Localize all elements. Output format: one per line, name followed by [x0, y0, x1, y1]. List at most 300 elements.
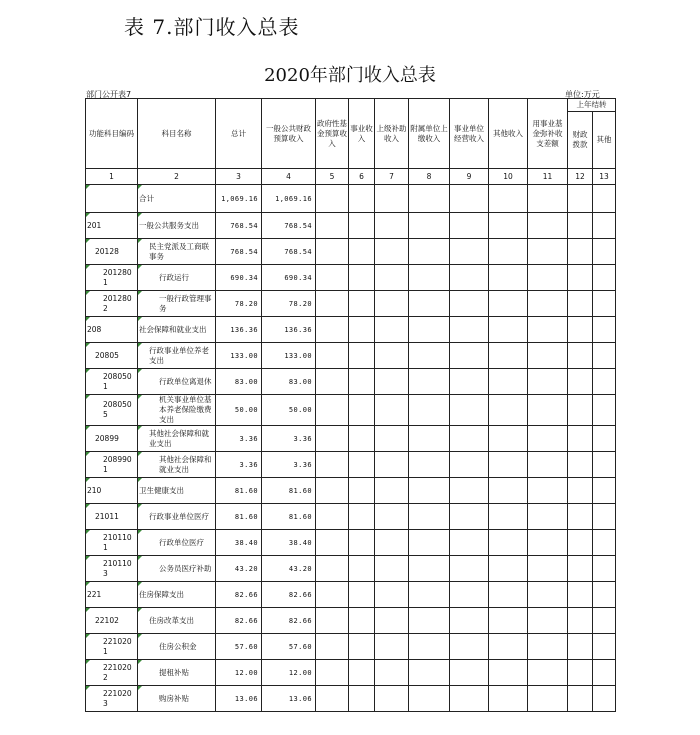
row-code [86, 185, 138, 213]
row-code: 20899 [86, 426, 138, 452]
empty-cell [489, 265, 528, 291]
empty-cell [450, 291, 489, 317]
column-number: 10 [489, 169, 528, 185]
table-row [86, 452, 616, 478]
empty-cell [375, 265, 409, 291]
row-general-budget: 43.20 [262, 556, 316, 582]
document-heading: 表 7.部门收入总表 [124, 15, 300, 39]
row-name: 机关事业单位基本养老保险缴费支出 [138, 395, 216, 426]
empty-cell [375, 369, 409, 395]
empty-cell [409, 239, 450, 265]
empty-cell [593, 239, 616, 265]
column-number: 13 [593, 169, 616, 185]
row-total: 3.36 [216, 452, 262, 478]
empty-cell [316, 343, 349, 369]
row-total: 81.60 [216, 478, 262, 504]
empty-cell [316, 608, 349, 634]
empty-cell [593, 185, 616, 213]
row-code: 2080505 [86, 395, 138, 426]
row-general-budget: 136.36 [262, 317, 316, 343]
empty-cell [316, 395, 349, 426]
row-code: 2101103 [86, 556, 138, 582]
empty-cell [489, 530, 528, 556]
income-summary-table [85, 98, 616, 712]
empty-cell [489, 213, 528, 239]
empty-cell [489, 185, 528, 213]
row-total: 690.34 [216, 265, 262, 291]
empty-cell [316, 530, 349, 556]
row-general-budget: 1,069.16 [262, 185, 316, 213]
empty-cell [316, 634, 349, 660]
table-row [86, 317, 616, 343]
empty-cell [409, 291, 450, 317]
empty-cell [489, 660, 528, 686]
unit-label: 单位:万元 [565, 90, 600, 99]
column-number: 6 [349, 169, 375, 185]
empty-cell [409, 582, 450, 608]
empty-cell [316, 317, 349, 343]
table-row [86, 660, 616, 686]
header-general-budget: 一般公共财政预算收入 [262, 99, 316, 169]
empty-cell [409, 369, 450, 395]
empty-cell [349, 530, 375, 556]
table-row [86, 343, 616, 369]
empty-cell [528, 343, 568, 369]
empty-cell [375, 530, 409, 556]
empty-cell [316, 660, 349, 686]
empty-cell [349, 686, 375, 712]
row-total: 768.54 [216, 213, 262, 239]
row-general-budget: 12.00 [262, 660, 316, 686]
row-total: 768.54 [216, 239, 262, 265]
row-general-budget: 3.36 [262, 426, 316, 452]
empty-cell [568, 426, 593, 452]
table-row [86, 291, 616, 317]
empty-cell [568, 634, 593, 660]
row-general-budget: 57.60 [262, 634, 316, 660]
empty-cell [375, 504, 409, 530]
empty-cell [593, 291, 616, 317]
header-fund-subsidy: 用事业基金弥补收支差额 [528, 99, 568, 169]
table-body [86, 185, 616, 712]
empty-cell [528, 426, 568, 452]
empty-cell [489, 608, 528, 634]
empty-cell [593, 452, 616, 478]
empty-cell [316, 556, 349, 582]
empty-cell [568, 582, 593, 608]
empty-cell [316, 478, 349, 504]
row-code: 2089901 [86, 452, 138, 478]
row-general-budget: 81.60 [262, 478, 316, 504]
empty-cell [375, 582, 409, 608]
empty-cell [489, 317, 528, 343]
empty-cell [450, 395, 489, 426]
empty-cell [593, 265, 616, 291]
row-code: 2210203 [86, 686, 138, 712]
table-row [86, 686, 616, 712]
header-business: 事业收入 [349, 99, 375, 169]
empty-cell [375, 239, 409, 265]
empty-cell [450, 265, 489, 291]
table-row [86, 478, 616, 504]
empty-cell [568, 213, 593, 239]
row-total: 12.00 [216, 660, 262, 686]
empty-cell [568, 504, 593, 530]
row-name: 住房公积金 [138, 634, 216, 660]
table-code: 部门公开表7 [86, 90, 132, 99]
table-title: 2020年部门收入总表 [264, 65, 436, 86]
row-general-budget: 768.54 [262, 239, 316, 265]
table-row [86, 185, 616, 213]
row-name: 行政单位离退休 [138, 369, 216, 395]
row-code: 2012802 [86, 291, 138, 317]
row-total: 78.20 [216, 291, 262, 317]
empty-cell [450, 317, 489, 343]
empty-cell [528, 452, 568, 478]
row-code: 208 [86, 317, 138, 343]
empty-cell [409, 317, 450, 343]
empty-cell [528, 291, 568, 317]
empty-cell [528, 660, 568, 686]
row-code: 221 [86, 582, 138, 608]
row-general-budget: 768.54 [262, 213, 316, 239]
row-name: 民主党派及工商联事务 [138, 239, 216, 265]
row-general-budget: 3.36 [262, 452, 316, 478]
empty-cell [450, 556, 489, 582]
empty-cell [349, 291, 375, 317]
row-name: 其他社会保障和就业支出 [138, 426, 216, 452]
empty-cell [568, 343, 593, 369]
empty-cell [528, 530, 568, 556]
row-total: 38.40 [216, 530, 262, 556]
empty-cell [375, 343, 409, 369]
empty-cell [349, 452, 375, 478]
row-general-budget: 38.40 [262, 530, 316, 556]
row-name: 购房补贴 [138, 686, 216, 712]
row-name: 住房保障支出 [138, 582, 216, 608]
empty-cell [489, 239, 528, 265]
empty-cell [375, 452, 409, 478]
empty-cell [375, 686, 409, 712]
row-code: 2210202 [86, 660, 138, 686]
empty-cell [528, 185, 568, 213]
row-name: 卫生健康支出 [138, 478, 216, 504]
empty-cell [450, 239, 489, 265]
empty-cell [593, 582, 616, 608]
empty-cell [568, 452, 593, 478]
empty-cell [489, 686, 528, 712]
empty-cell [528, 239, 568, 265]
row-name: 住房改革支出 [138, 608, 216, 634]
empty-cell [409, 608, 450, 634]
empty-cell [316, 213, 349, 239]
empty-cell [489, 291, 528, 317]
row-name: 行政单位医疗 [138, 530, 216, 556]
column-number: 3 [216, 169, 262, 185]
row-general-budget: 50.00 [262, 395, 316, 426]
empty-cell [593, 317, 616, 343]
empty-cell [409, 452, 450, 478]
empty-cell [349, 582, 375, 608]
empty-cell [568, 660, 593, 686]
empty-cell [489, 426, 528, 452]
empty-cell [528, 317, 568, 343]
empty-cell [593, 660, 616, 686]
empty-cell [450, 608, 489, 634]
empty-cell [349, 608, 375, 634]
empty-cell [489, 634, 528, 660]
empty-cell [568, 291, 593, 317]
empty-cell [593, 686, 616, 712]
table-row [86, 395, 616, 426]
empty-cell [450, 343, 489, 369]
empty-cell [528, 556, 568, 582]
row-code: 2080501 [86, 369, 138, 395]
header-fund-budget: 政府性基金预算收入 [316, 99, 349, 169]
empty-cell [375, 478, 409, 504]
row-name: 公务员医疗补助 [138, 556, 216, 582]
row-name: 其他社会保障和就业支出 [138, 452, 216, 478]
column-number: 9 [450, 169, 489, 185]
column-number: 2 [138, 169, 216, 185]
row-name: 行政运行 [138, 265, 216, 291]
row-name: 一般公共服务支出 [138, 213, 216, 239]
empty-cell [568, 395, 593, 426]
empty-cell [375, 634, 409, 660]
column-number: 1 [86, 169, 138, 185]
empty-cell [528, 213, 568, 239]
row-general-budget: 81.60 [262, 504, 316, 530]
row-name: 一般行政管理事务 [138, 291, 216, 317]
row-name: 行政事业单位养老支出 [138, 343, 216, 369]
empty-cell [568, 369, 593, 395]
empty-cell [316, 582, 349, 608]
empty-cell [593, 426, 616, 452]
empty-cell [528, 582, 568, 608]
column-number-row [86, 169, 616, 185]
table-row [86, 530, 616, 556]
empty-cell [375, 317, 409, 343]
row-general-budget: 82.66 [262, 582, 316, 608]
column-number: 8 [409, 169, 450, 185]
empty-cell [568, 239, 593, 265]
empty-cell [349, 343, 375, 369]
empty-cell [489, 504, 528, 530]
table-row [86, 634, 616, 660]
row-total: 83.00 [216, 369, 262, 395]
empty-cell [593, 395, 616, 426]
row-name: 提租补贴 [138, 660, 216, 686]
empty-cell [568, 530, 593, 556]
empty-cell [375, 395, 409, 426]
column-number: 12 [568, 169, 593, 185]
row-code: 21011 [86, 504, 138, 530]
empty-cell [593, 478, 616, 504]
table-row [86, 265, 616, 291]
table-row [86, 426, 616, 452]
empty-cell [409, 634, 450, 660]
empty-cell [316, 265, 349, 291]
row-total: 82.66 [216, 582, 262, 608]
empty-cell [450, 530, 489, 556]
table-row [86, 239, 616, 265]
row-code: 22102 [86, 608, 138, 634]
empty-cell [409, 556, 450, 582]
empty-cell [375, 291, 409, 317]
empty-cell [593, 608, 616, 634]
empty-cell [349, 504, 375, 530]
empty-cell [316, 239, 349, 265]
empty-cell [528, 395, 568, 426]
empty-cell [489, 369, 528, 395]
empty-cell [349, 265, 375, 291]
empty-cell [593, 504, 616, 530]
row-code: 210 [86, 478, 138, 504]
row-general-budget: 83.00 [262, 369, 316, 395]
header-superior-subsidy: 上级补助收入 [375, 99, 409, 169]
empty-cell [409, 265, 450, 291]
header-other: 其他 [593, 112, 616, 169]
header-code: 功能科目编码 [86, 99, 138, 169]
empty-cell [528, 504, 568, 530]
empty-cell [450, 213, 489, 239]
column-number: 5 [316, 169, 349, 185]
empty-cell [593, 530, 616, 556]
empty-cell [489, 582, 528, 608]
header-carryover: 上年结转 [568, 99, 616, 112]
empty-cell [528, 686, 568, 712]
empty-cell [568, 608, 593, 634]
empty-cell [316, 185, 349, 213]
empty-cell [349, 634, 375, 660]
row-general-budget: 82.66 [262, 608, 316, 634]
header-affiliated: 附属单位上缴收入 [409, 99, 450, 169]
row-total: 1,069.16 [216, 185, 262, 213]
empty-cell [375, 426, 409, 452]
empty-cell [375, 608, 409, 634]
table-row [86, 556, 616, 582]
empty-cell [450, 582, 489, 608]
empty-cell [409, 686, 450, 712]
empty-cell [489, 395, 528, 426]
header-other-income: 其他收入 [489, 99, 528, 169]
empty-cell [593, 556, 616, 582]
empty-cell [593, 369, 616, 395]
header-operating: 事业单位经营收入 [450, 99, 489, 169]
empty-cell [450, 426, 489, 452]
row-code: 20128 [86, 239, 138, 265]
empty-cell [409, 504, 450, 530]
empty-cell [409, 426, 450, 452]
row-total: 43.20 [216, 556, 262, 582]
row-general-budget: 78.20 [262, 291, 316, 317]
row-general-budget: 13.06 [262, 686, 316, 712]
empty-cell [375, 660, 409, 686]
header-total: 总计 [216, 99, 262, 169]
empty-cell [528, 634, 568, 660]
row-general-budget: 133.00 [262, 343, 316, 369]
row-name: 合计 [138, 185, 216, 213]
empty-cell [489, 343, 528, 369]
row-total: 50.00 [216, 395, 262, 426]
row-code: 2012801 [86, 265, 138, 291]
empty-cell [375, 213, 409, 239]
row-total: 13.06 [216, 686, 262, 712]
empty-cell [375, 556, 409, 582]
empty-cell [568, 265, 593, 291]
empty-cell [528, 369, 568, 395]
empty-cell [409, 185, 450, 213]
row-total: 81.60 [216, 504, 262, 530]
empty-cell [409, 478, 450, 504]
empty-cell [316, 452, 349, 478]
empty-cell [375, 185, 409, 213]
empty-cell [593, 213, 616, 239]
table-row [86, 608, 616, 634]
empty-cell [409, 343, 450, 369]
empty-cell [568, 686, 593, 712]
empty-cell [450, 686, 489, 712]
empty-cell [568, 478, 593, 504]
header-fiscal: 财政拨款 [568, 112, 593, 169]
empty-cell [450, 452, 489, 478]
row-total: 57.60 [216, 634, 262, 660]
empty-cell [349, 395, 375, 426]
row-name: 社会保障和就业支出 [138, 317, 216, 343]
empty-cell [450, 185, 489, 213]
empty-cell [316, 369, 349, 395]
empty-cell [528, 265, 568, 291]
empty-cell [409, 660, 450, 686]
row-code: 2101101 [86, 530, 138, 556]
empty-cell [450, 504, 489, 530]
empty-cell [349, 239, 375, 265]
empty-cell [568, 185, 593, 213]
row-total: 3.36 [216, 426, 262, 452]
row-total: 133.00 [216, 343, 262, 369]
empty-cell [349, 660, 375, 686]
empty-cell [489, 452, 528, 478]
row-total: 82.66 [216, 608, 262, 634]
empty-cell [349, 426, 375, 452]
empty-cell [349, 213, 375, 239]
empty-cell [316, 686, 349, 712]
row-code: 2210201 [86, 634, 138, 660]
empty-cell [593, 634, 616, 660]
empty-cell [316, 426, 349, 452]
column-number: 4 [262, 169, 316, 185]
row-code: 20805 [86, 343, 138, 369]
empty-cell [409, 530, 450, 556]
row-general-budget: 690.34 [262, 265, 316, 291]
empty-cell [568, 317, 593, 343]
empty-cell [409, 213, 450, 239]
row-total: 136.36 [216, 317, 262, 343]
empty-cell [349, 369, 375, 395]
table-row [86, 369, 616, 395]
table-row [86, 213, 616, 239]
empty-cell [450, 369, 489, 395]
empty-cell [528, 478, 568, 504]
empty-cell [349, 185, 375, 213]
empty-cell [489, 556, 528, 582]
empty-cell [568, 556, 593, 582]
table-row [86, 582, 616, 608]
table-row [86, 504, 616, 530]
row-code: 201 [86, 213, 138, 239]
row-name: 行政事业单位医疗 [138, 504, 216, 530]
empty-cell [450, 660, 489, 686]
